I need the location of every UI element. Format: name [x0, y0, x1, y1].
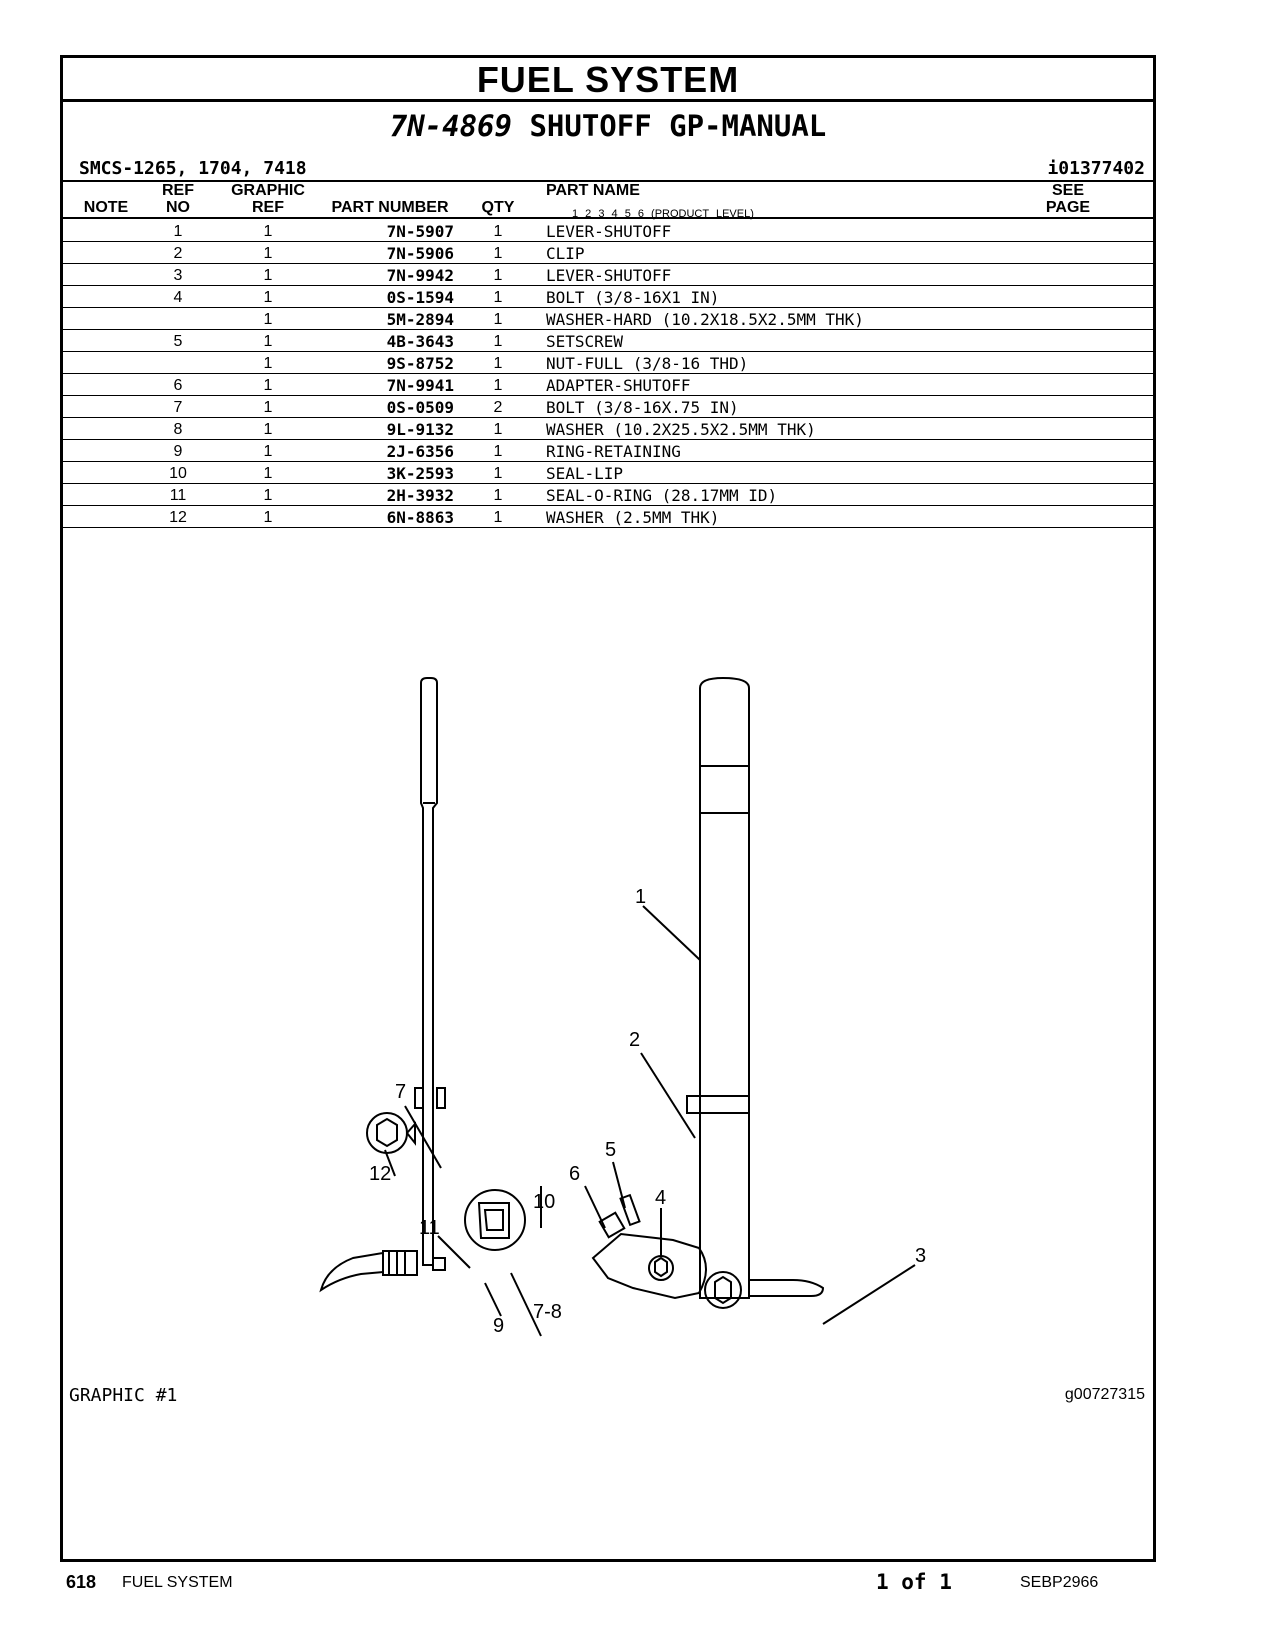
part-number-cell: 4B-3643	[386, 332, 454, 351]
table-row	[63, 484, 1153, 506]
graphic-ref-cell: 1	[263, 377, 273, 394]
footer-page-count: 1 of 1	[876, 1570, 952, 1594]
callout-7-8: 7-8	[533, 1301, 562, 1323]
table-row	[63, 286, 1153, 308]
table-row	[63, 396, 1153, 418]
table-row	[63, 506, 1153, 528]
graphic-label: GRAPHIC #1	[69, 1385, 178, 1406]
callout-12: 12	[369, 1163, 392, 1185]
note-column-header: NOTE	[83, 199, 129, 216]
ref-no-cell: 1	[173, 223, 183, 240]
right-lever-tube	[700, 678, 749, 1298]
graphic-ref-cell: 1	[263, 421, 273, 438]
qty-cell: 1	[493, 377, 503, 394]
part-number-cell: 3K-2593	[386, 464, 454, 483]
part-name-cell: LEVER-SHUTOFF	[546, 266, 672, 285]
table-row	[63, 242, 1153, 264]
graphic-ref-cell: 1	[263, 399, 273, 416]
shutoff-exploded-drawing	[303, 668, 927, 1337]
qty-cell: 1	[493, 267, 503, 284]
qty-cell: 1	[493, 311, 503, 328]
part-name-cell: ADAPTER-SHUTOFF	[546, 376, 691, 395]
qty-cell: 1	[493, 465, 503, 482]
see-page-column-header: SEE PAGE	[1045, 182, 1091, 216]
part-name-cell: SETSCREW	[546, 332, 624, 351]
part-number-cell: 9L-9132	[386, 420, 454, 439]
callout-2: 2	[629, 1029, 641, 1051]
product-level-legend: 1 2 3 4 5 6 (PRODUCT LEVEL)	[572, 208, 754, 220]
graphic-ref-cell: 1	[263, 465, 273, 482]
ref-no-cell: 9	[173, 443, 183, 460]
footer-page-number: 618	[66, 1572, 97, 1592]
graphic-ref-column-header: GRAPHIC REF	[231, 182, 305, 216]
qty-cell: 1	[493, 223, 503, 240]
ref-no-cell: 2	[173, 245, 183, 262]
part-name-cell: SEAL-LIP	[546, 464, 624, 483]
part-number-cell: 5M-2894	[386, 310, 454, 329]
graphic-ref-cell: 1	[263, 355, 273, 372]
ref-no-column-header: REF NO	[162, 182, 194, 216]
table-row	[63, 330, 1153, 352]
callout-4: 4	[655, 1187, 667, 1209]
footer-doc-number: SEBP2966	[1020, 1574, 1099, 1591]
callout-3: 3	[915, 1245, 927, 1267]
part-number-cell: 0S-1594	[386, 288, 454, 307]
qty-cell: 1	[493, 509, 503, 526]
table-row	[63, 308, 1153, 330]
left-lever-handle	[321, 1253, 383, 1290]
ref-no-cell: 12	[169, 509, 187, 526]
ref-no-cell: 4	[173, 289, 183, 306]
callout-5: 5	[605, 1139, 617, 1161]
graphic-ref-cell: 1	[263, 509, 273, 526]
ref-no-cell: 10	[169, 465, 187, 482]
part-name-column-header: PART NAME	[546, 182, 640, 199]
part-number-cell: 7N-5906	[386, 244, 454, 263]
qty-cell: 1	[493, 487, 503, 504]
part-name-cell: WASHER (2.5MM THK)	[546, 508, 720, 527]
part-name-cell: WASHER-HARD (10.2X18.5X2.5MM THK)	[546, 310, 864, 329]
table-row	[63, 220, 1153, 242]
table-row	[63, 462, 1153, 484]
graphic-id: g00727315	[1064, 1386, 1145, 1403]
graphic-ref-cell: 1	[263, 267, 273, 284]
qty-cell: 1	[493, 443, 503, 460]
parts-table	[63, 220, 1153, 528]
qty-column-header: QTY	[481, 199, 515, 216]
part-name-cell: LEVER-SHUTOFF	[546, 222, 672, 241]
qty-cell: 1	[493, 245, 503, 262]
qty-cell: 1	[493, 289, 503, 306]
part-name-cell: SEAL-O-RING (28.17MM ID)	[546, 486, 778, 505]
qty-cell: 2	[493, 399, 503, 416]
clip-drawing	[687, 1096, 749, 1113]
page-title: FUEL SYSTEM	[63, 58, 1153, 102]
left-lever-rod	[421, 678, 437, 1265]
graphic-ref-cell: 1	[263, 289, 273, 306]
part-number-cell: 2J-6356	[386, 442, 454, 461]
qty-cell: 1	[493, 421, 503, 438]
group-name: SHUTOFF GP-MANUAL	[529, 109, 827, 143]
table-row	[63, 418, 1153, 440]
ref-no-cell: 7	[173, 399, 183, 416]
graphic-ref-cell: 1	[263, 245, 273, 262]
callout-1: 1	[635, 886, 647, 908]
ref-no-cell: 3	[173, 267, 183, 284]
table-row	[63, 440, 1153, 462]
part-name-cell: CLIP	[546, 244, 585, 263]
part-name-cell: BOLT (3/8-16X.75 IN)	[546, 398, 739, 417]
part-number-cell: 7N-5907	[386, 222, 454, 241]
callout-7: 7	[395, 1081, 407, 1103]
callout-10: 10	[533, 1191, 556, 1213]
document-id: i01377402	[1047, 158, 1145, 179]
qty-cell: 1	[493, 333, 503, 350]
part-name-cell: NUT-FULL (3/8-16 THD)	[546, 354, 749, 373]
part-number-cell: 7N-9941	[386, 376, 454, 395]
group-heading	[63, 108, 1153, 144]
part-number-column-header: PART NUMBER	[331, 199, 449, 216]
ref-no-cell: 6	[173, 377, 183, 394]
graphic-ref-cell: 1	[263, 443, 273, 460]
graphic-ref-cell: 1	[263, 487, 273, 504]
callout-9: 9	[493, 1315, 505, 1337]
part-name-cell: WASHER (10.2X25.5X2.5MM THK)	[546, 420, 816, 439]
seal-detail-drawing	[465, 1190, 525, 1250]
part-number-cell: 9S-8752	[386, 354, 454, 373]
table-row	[63, 352, 1153, 374]
graphic-ref-cell: 1	[263, 333, 273, 350]
part-number-cell: 2H-3932	[386, 486, 454, 505]
ref-no-cell: 11	[169, 487, 187, 504]
table-row	[63, 374, 1153, 396]
ref-no-cell: 5	[173, 333, 183, 350]
smcs-codes: SMCS-1265, 1704, 7418	[79, 158, 307, 179]
table-row	[63, 264, 1153, 286]
group-part-number: 7N-4869	[389, 109, 512, 143]
graphic-ref-cell: 1	[263, 311, 273, 328]
part-number-cell: 6N-8863	[386, 508, 454, 527]
footer-section: FUEL SYSTEM	[122, 1574, 233, 1591]
shutoff-lever-drawing	[749, 1280, 823, 1296]
part-number-cell: 0S-0509	[386, 398, 454, 417]
qty-cell: 1	[493, 355, 503, 372]
ref-no-cell: 8	[173, 421, 183, 438]
table-header-divider	[63, 217, 1153, 219]
graphic-ref-cell: 1	[263, 223, 273, 240]
callout-6: 6	[569, 1163, 581, 1185]
parts-page-frame	[60, 55, 1156, 1562]
part-name-cell: RING-RETAINING	[546, 442, 681, 461]
callout-11: 11	[419, 1217, 440, 1239]
part-name-cell: BOLT (3/8-16X1 IN)	[546, 288, 720, 307]
part-number-cell: 7N-9942	[386, 266, 454, 285]
